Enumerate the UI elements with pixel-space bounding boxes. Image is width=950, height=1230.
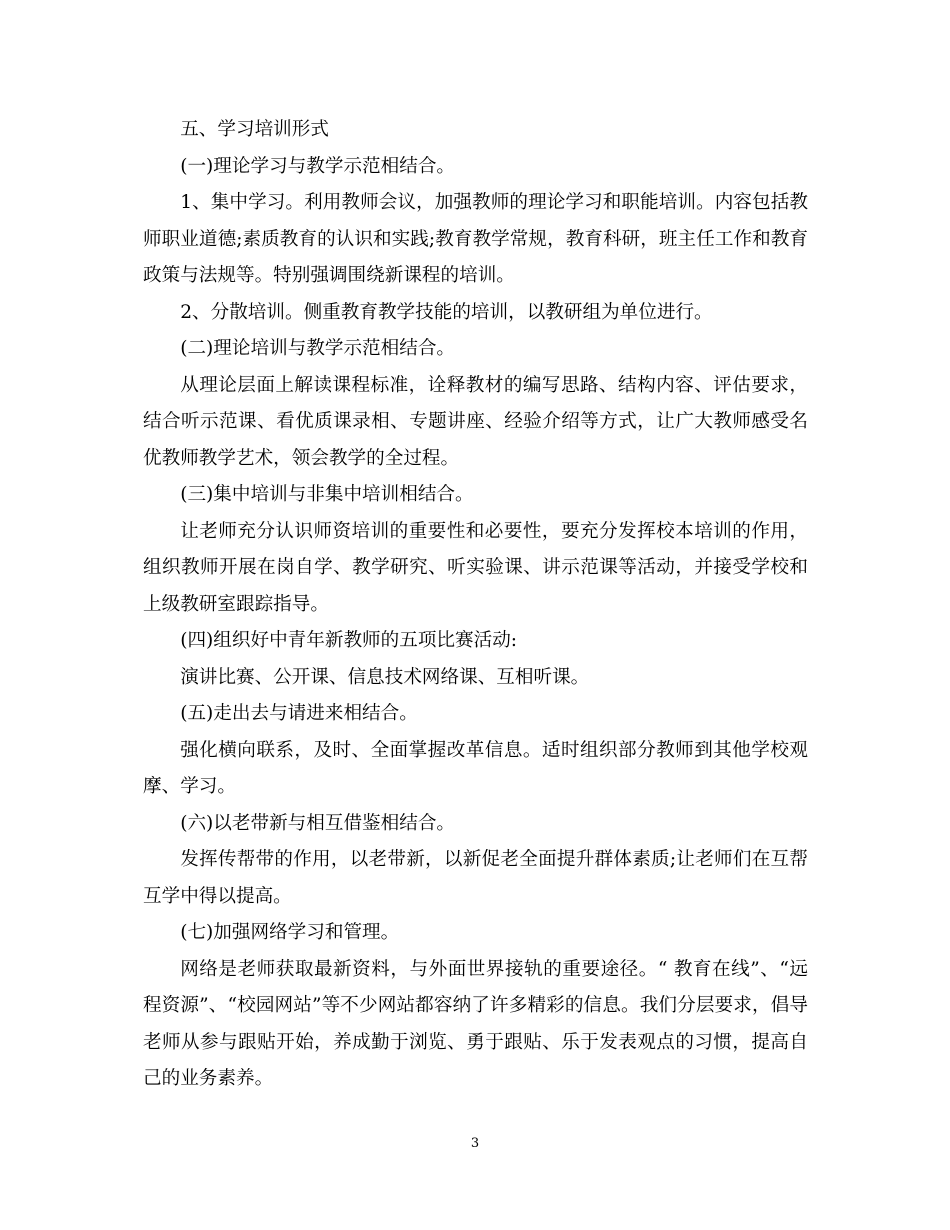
page-number: 3 (470, 1136, 480, 1151)
document-body (143, 112, 808, 1098)
subsection-heading-3: (三)集中培训与非集中培训相结合。 (180, 484, 474, 505)
subsection-heading-5: (五)走出去与请进来相结合。 (180, 703, 418, 724)
paragraph-dispersed-training: 2、分散培训。侧重教育教学技能的培训，以教研组为单位进行。 (180, 301, 713, 323)
subsection-heading-2: (二)理论培训与教学示范相结合。 (180, 338, 456, 359)
paragraph-outreach: 强化横向联系，及时、全面掌握改革信息。适时组织部分教师到其他学校观摩、学习。 (143, 739, 808, 797)
subsection-heading-6: (六)以老带新与相互借鉴相结合。 (180, 812, 456, 834)
subsection-heading-7: (七)加强网络学习和管理。 (180, 922, 400, 943)
paragraph-mentoring: 发挥传帮带的作用，以老带新，以新促老全面提升群体素质;让老师们在互帮互学中得以提高。 (143, 849, 808, 907)
paragraph-competitions: 演讲比赛、公开课、信息技术网络课、互相听课。 (180, 666, 590, 688)
paragraph-theory-training: 从理论层面上解读课程标准，诠释教材的编写思路、结构内容、评估要求，结合听示范课、看优质课录相、专题讲座、经验介绍等方式，让广大教师感受名优教师教学艺术，领会教学的全过程。 (143, 374, 808, 469)
paragraph-online-learning: 网络是老师获取最新资料，与外面世界接轨的重要途径。“ 教育在线”、“远程资源”、“校园网站”等不少网站都容纳了许多精彩的信息。我们分层要求，倡导老师从参与跟贴开始，养成勤于浏览、勇于跟贴、乐于发表观点的习惯，提高自己的业务素养。 (143, 958, 808, 1089)
paragraph-centralized-training: 让老师充分认识师资培训的重要性和必要性，要充分发挥校本培训的作用，组织教师开展在岗自学、教学研究、听实验课、讲示范课等活动，并接受学校和上级教研室跟踪指导。 (143, 520, 808, 615)
section-heading: 五、学习培训形式 (180, 119, 329, 140)
subsection-heading-4: (四)组织好中青年新教师的五项比赛活动: (180, 630, 518, 651)
subsection-heading-1: (一)理论学习与教学示范相结合。 (180, 155, 456, 177)
paragraph-centralized-study: 1、集中学习。利用教师会议，加强教师的理论学习和职能培训。内容包括教师职业道德;素质教育的认识和实践;教育教学常规，教育科研，班主任工作和教育政策与法规等。特别强调围绕新课程的培训。 (143, 192, 808, 286)
